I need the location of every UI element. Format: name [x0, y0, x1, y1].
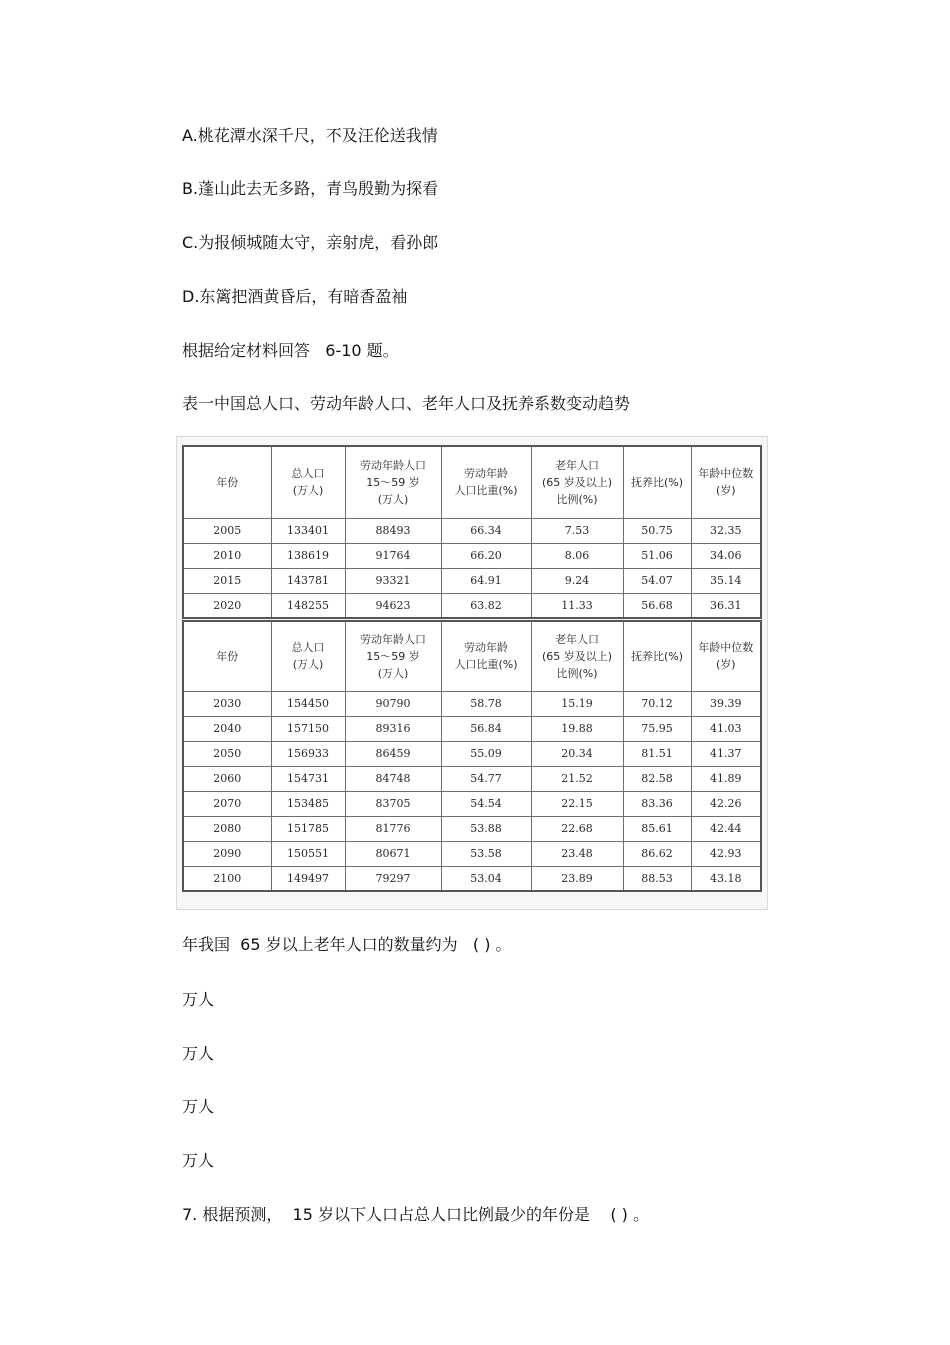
option-text: 为报倾城随太守，亲射虎，看孙郎	[198, 233, 439, 252]
table-cell: 94623	[345, 593, 441, 618]
table-cell: 81776	[345, 816, 441, 841]
table-cell: 151785	[271, 816, 345, 841]
option-a	[182, 126, 438, 146]
table-cell: 89316	[345, 716, 441, 741]
table-row	[183, 716, 761, 741]
table-cell: 23.89	[531, 866, 623, 891]
table-cell: 55.09	[441, 741, 531, 766]
table-cell: 42.44	[691, 816, 761, 841]
table-cell: 20.34	[531, 741, 623, 766]
table-cell: 56.68	[623, 593, 691, 618]
table-cell: 54.77	[441, 766, 531, 791]
option-letter: D.	[182, 287, 200, 306]
table-cell: 70.12	[623, 691, 691, 716]
table-cell: 22.68	[531, 816, 623, 841]
header-row	[183, 446, 761, 518]
table-cell: 2070	[183, 791, 271, 816]
table-cell: 88493	[345, 518, 441, 543]
table-cell: 19.88	[531, 716, 623, 741]
table-cell: 42.26	[691, 791, 761, 816]
table-cell: 41.89	[691, 766, 761, 791]
table-title: 表一中国总人口、劳动年龄人口、老年人口及抚养系数变动趋势	[182, 394, 631, 413]
answer-option: 万人	[182, 1097, 215, 1116]
table-row	[183, 568, 761, 593]
option-d	[182, 287, 407, 307]
table-cell: 66.34	[441, 518, 531, 543]
table-row	[183, 766, 761, 791]
table-cell: 66.20	[441, 543, 531, 568]
table-cell: 35.14	[691, 568, 761, 593]
option-text: 东篱把酒黄昏后，有暗香盈袖	[199, 287, 408, 306]
option-b	[182, 179, 438, 199]
table-cell: 2050	[183, 741, 271, 766]
table-cell: 39.39	[691, 691, 761, 716]
table-cell: 36.31	[691, 593, 761, 618]
table-cell: 75.95	[623, 716, 691, 741]
question-7: 7. 根据预测， 15 岁以下人口占总人口比例最少的年份是 ( ) 。	[182, 1205, 649, 1224]
table-cell: 148255	[271, 593, 345, 618]
table-cell: 53.88	[441, 816, 531, 841]
table-cell: 58.78	[441, 691, 531, 716]
table-row	[183, 741, 761, 766]
table-cell: 42.93	[691, 841, 761, 866]
table-cell: 88.53	[623, 866, 691, 891]
table-cell: 56.84	[441, 716, 531, 741]
question-6: 年我国 65 岁以上老年人口的数量约为 ( ) 。	[182, 935, 512, 954]
population-table-bottom	[182, 620, 762, 892]
table-row	[183, 816, 761, 841]
intro-text: 根据给定材料回答 6-10 题。	[182, 341, 399, 360]
table-cell: 41.03	[691, 716, 761, 741]
table-cell: 7.53	[531, 518, 623, 543]
table-cell: 9.24	[531, 568, 623, 593]
table-cell: 2060	[183, 766, 271, 791]
header-median: 年龄中位数 (岁)	[691, 446, 761, 518]
table-cell: 11.33	[531, 593, 623, 618]
header-labor-ratio: 劳动年龄 人口比重(%)	[441, 621, 531, 691]
table-cell: 2005	[183, 518, 271, 543]
table-cell: 133401	[271, 518, 345, 543]
table-row	[183, 543, 761, 568]
table-cell: 53.04	[441, 866, 531, 891]
table-cell: 8.06	[531, 543, 623, 568]
table-cell: 86.62	[623, 841, 691, 866]
table-cell: 54.07	[623, 568, 691, 593]
table-cell: 154731	[271, 766, 345, 791]
header-labor-ratio: 劳动年龄 人口比重(%)	[441, 446, 531, 518]
table-cell: 50.75	[623, 518, 691, 543]
table-cell: 2015	[183, 568, 271, 593]
table-cell: 63.82	[441, 593, 531, 618]
table-row	[183, 866, 761, 891]
header-dependency: 抚养比(%)	[623, 621, 691, 691]
header-year: 年份	[183, 621, 271, 691]
table-cell: 86459	[345, 741, 441, 766]
answer-option: 万人	[182, 1151, 215, 1170]
table-cell: 82.58	[623, 766, 691, 791]
header-total: 总人口 (万人)	[271, 621, 345, 691]
table-cell: 79297	[345, 866, 441, 891]
table-cell: 32.35	[691, 518, 761, 543]
table-cell: 154450	[271, 691, 345, 716]
header-median: 年龄中位数 (岁)	[691, 621, 761, 691]
header-year: 年份	[183, 446, 271, 518]
header-dependency: 抚养比(%)	[623, 446, 691, 518]
option-letter: C.	[182, 233, 199, 252]
table-row	[183, 518, 761, 543]
table-cell: 43.18	[691, 866, 761, 891]
table-cell: 2040	[183, 716, 271, 741]
table-row	[183, 841, 761, 866]
table-cell: 34.06	[691, 543, 761, 568]
table-cell: 90790	[345, 691, 441, 716]
table-cell: 85.61	[623, 816, 691, 841]
header-total: 总人口 (万人)	[271, 446, 345, 518]
table-row	[183, 593, 761, 618]
table-cell: 2080	[183, 816, 271, 841]
table-cell: 2090	[183, 841, 271, 866]
table-cell: 153485	[271, 791, 345, 816]
option-c	[182, 233, 438, 253]
answer-option: 万人	[182, 990, 215, 1009]
table-cell: 84748	[345, 766, 441, 791]
answer-option: 万人	[182, 1044, 215, 1063]
table-cell: 150551	[271, 841, 345, 866]
table-cell: 2100	[183, 866, 271, 891]
population-table-image	[176, 436, 768, 910]
table-cell: 54.54	[441, 791, 531, 816]
header-labor: 劳动年龄人口 15～59 岁 (万人)	[345, 621, 441, 691]
table-cell: 81.51	[623, 741, 691, 766]
table-row	[183, 791, 761, 816]
table-row	[183, 691, 761, 716]
table-cell: 157150	[271, 716, 345, 741]
option-letter: B.	[182, 179, 199, 198]
table-cell: 149497	[271, 866, 345, 891]
table-cell: 2010	[183, 543, 271, 568]
table-cell: 83.36	[623, 791, 691, 816]
table-cell: 51.06	[623, 543, 691, 568]
option-text: 蓬山此去无多路，青鸟殷勤为探看	[198, 179, 439, 198]
option-letter: A.	[182, 126, 198, 145]
table-cell: 23.48	[531, 841, 623, 866]
table-cell: 64.91	[441, 568, 531, 593]
table-cell: 138619	[271, 543, 345, 568]
header-elderly: 老年人口 (65 岁及以上) 比例(%)	[531, 446, 623, 518]
table-cell: 80671	[345, 841, 441, 866]
table-cell: 143781	[271, 568, 345, 593]
table-cell: 2020	[183, 593, 271, 618]
table-cell: 41.37	[691, 741, 761, 766]
table-cell: 93321	[345, 568, 441, 593]
table-cell: 2030	[183, 691, 271, 716]
header-labor: 劳动年龄人口 15～59 岁 (万人)	[345, 446, 441, 518]
table-cell: 83705	[345, 791, 441, 816]
population-table-top	[182, 445, 762, 619]
table-cell: 22.15	[531, 791, 623, 816]
option-text: 桃花潭水深千尺，不及汪伦送我情	[197, 126, 438, 145]
header-row	[183, 621, 761, 691]
table-cell: 91764	[345, 543, 441, 568]
header-elderly: 老年人口 (65 岁及以上) 比例(%)	[531, 621, 623, 691]
table-cell: 15.19	[531, 691, 623, 716]
table-cell: 21.52	[531, 766, 623, 791]
table-cell: 156933	[271, 741, 345, 766]
table-cell: 53.58	[441, 841, 531, 866]
